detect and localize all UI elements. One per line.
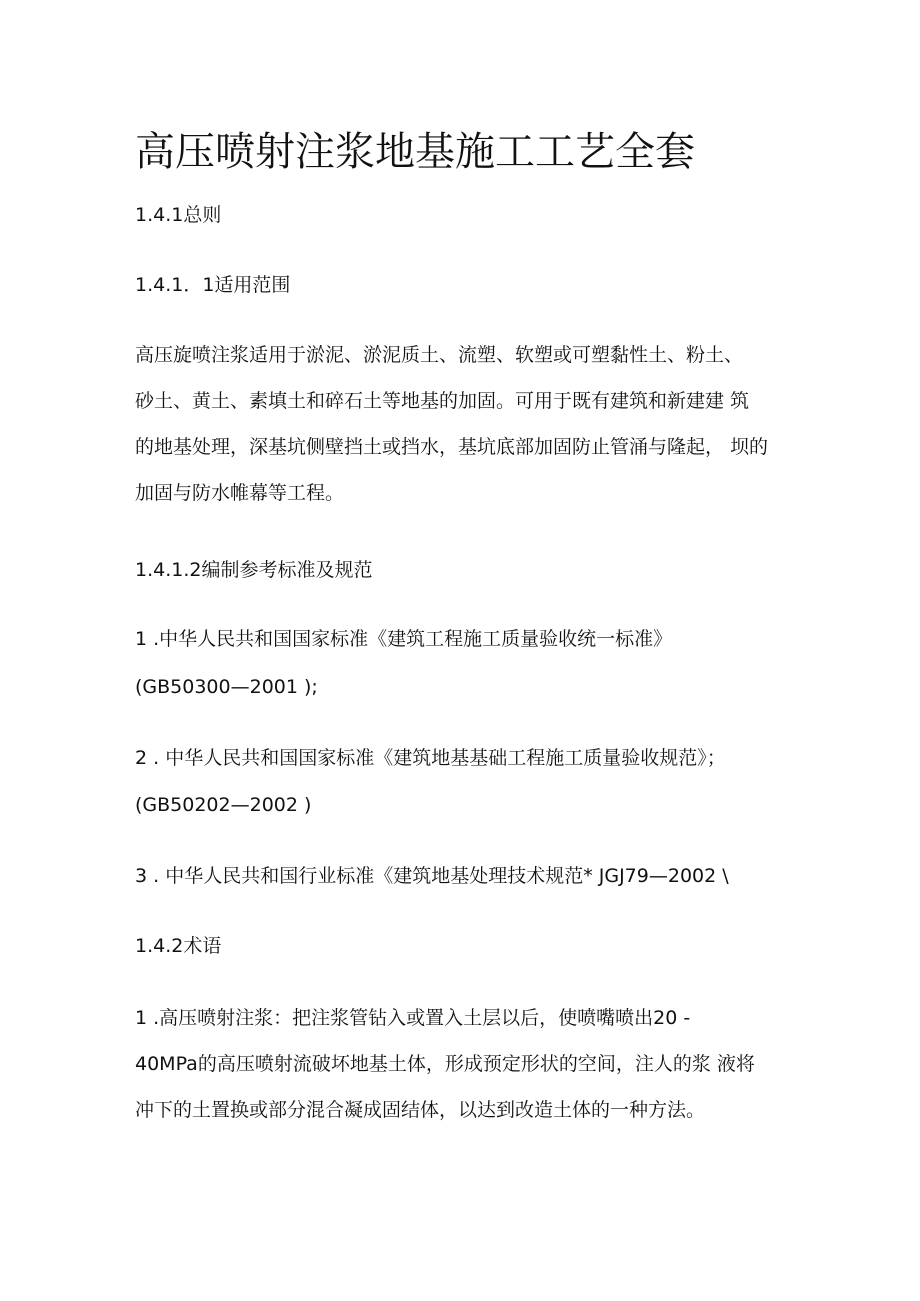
section-heading-general: 1.4.1总则 [135, 204, 222, 226]
section-heading-scope: 1.4.1．1适用范围 [135, 274, 291, 296]
section-heading-terms: 1.4.2术语 [135, 935, 222, 957]
scope-paragraph-line: 砂土、黄土、素填土和碎石土等地基的加固。可用于既有建筑和新建建 筑 [135, 390, 750, 412]
standard-item-3: 3 . 中华人民共和国行业标准《建筑地基处理技术规范* JGJ79—2002 \ [135, 865, 729, 887]
terms-paragraph-line: 40MPa的高压喷射流破坏地基土体，形成预定形状的空间，注人的浆 液将 [135, 1053, 755, 1075]
scope-paragraph-line: 加固与防水帷幕等工程。 [135, 482, 345, 504]
terms-paragraph-line: 1 .高压喷射注浆：把注浆管钻入或置入土层以后，使喷嘴喷出20 - [135, 1007, 691, 1029]
document-title: 高压喷射注浆地基施工工艺全套 [135, 129, 695, 175]
standard-item-1: 1 .中华人民共和国国家标准《建筑工程施工质量验收统一标准》 [135, 628, 673, 650]
standard-item-2: 2 . 中华人民共和国国家标准《建筑地基基础工程施工质量验收规范》； [135, 747, 726, 769]
standard-item-1-code: (GB50300—2001 ); [135, 676, 318, 698]
standard-item-2-code: (GB50202—2002 ) [135, 794, 312, 816]
scope-paragraph [135, 332, 790, 516]
terms-paragraph-line: 冲下的土置换或部分混合凝成固结体，以达到改造土体的一种方法。 [135, 1099, 706, 1121]
scope-paragraph-line: 高压旋喷注浆适用于淤泥、淤泥质土、流塑、软塑或可塑黏性土、粉土、 [135, 344, 744, 366]
section-heading-standards: 1.4.1.2编制参考标准及规范 [135, 559, 373, 581]
scope-paragraph-line: 的地基处理，深基坑侧壁挡土或挡水，基坑底部加固防止管涌与隆起， 坝的 [135, 436, 769, 458]
terms-paragraph [135, 995, 790, 1133]
